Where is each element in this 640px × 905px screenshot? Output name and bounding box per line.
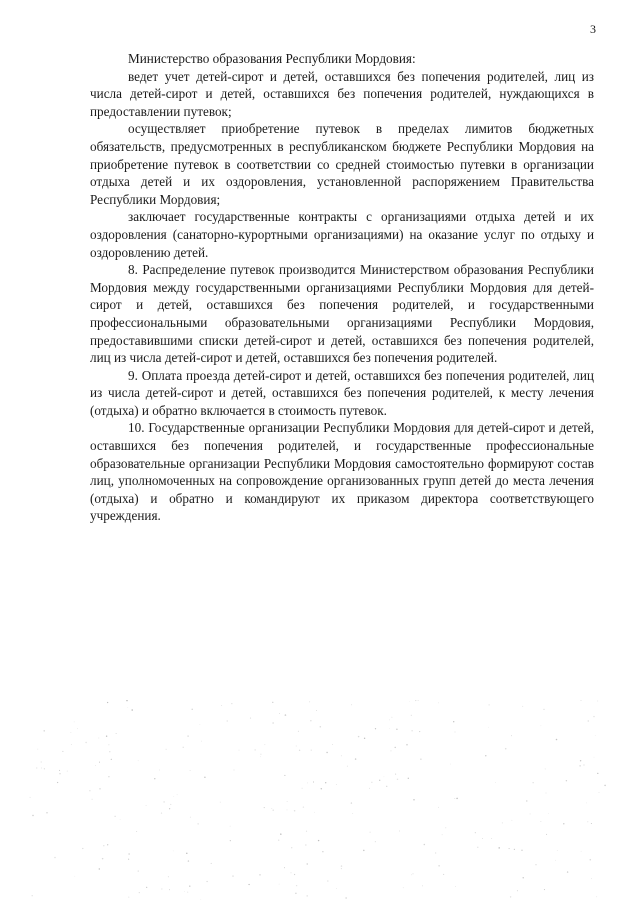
- paragraph-ministry-heading: Министерство образования Республики Мордовия:: [128, 51, 416, 66]
- paragraph-registry: ведет учет детей-сирот и детей, оставшихся без попечения родителей, лиц из числа детей-сирот и детей, оставшихся без попечения родителей, нуждающихся в предоставлении путевок;: [90, 68, 594, 119]
- paragraph-purchase: осуществляет приобретение путевок в пределах лимитов бюджетных обязательств, предусмотренных в республиканском бюджете Республики Мордовия на приобретение путевок в соответствии со средней стоимостью путевки в организации отдыха детей и их оздоровления, установленной распоряжением Правительства Республики Мордовия;: [90, 121, 594, 207]
- paragraph-item-10: 10. Государственные организации Республики Мордовия для детей-сирот и детей, оставшихся без попечения родителей, и государственные профессиональные образовательные организации Республики Мордовия самостоятельно формируют состав лиц, уполномоченных на сопровождение организованных групп детей до места лечения (отдыха) и обратно и командируют их приказом директора соответствующего учреждения.: [90, 420, 594, 524]
- paragraph-item-9: 9. Оплата проезда детей-сирот и детей, оставшихся без попечения родителей, лиц из числа детей-сирот и детей, оставшихся без попечения родителей, к месту лечения (отдыха) и обратно включается в стоимость путевок.: [90, 367, 594, 418]
- page-number: 3: [590, 22, 596, 36]
- paragraph-item-8: 8. Распределение путевок производится Министерством образования Республики Мордовия между государственными организациями Республики Мордовия для детей-сирот и детей, оставшихся без попечения родителей, и государственными профессиональными образовательными организациями Республики Мордовия, предоставившими списки детей-сирот и детей, оставшихся без попечения родителей, лиц из числа детей-сирот и детей, оставшихся без попечения родителей.: [90, 262, 594, 366]
- document-body: [90, 50, 594, 525]
- paragraph-contracts: заключает государственные контракты с организациями отдыха детей и их оздоровления (санаторно-курортными организациями) на оказание услуг по отдыху и оздоровлению детей.: [90, 209, 594, 260]
- scan-noise: [0, 700, 640, 905]
